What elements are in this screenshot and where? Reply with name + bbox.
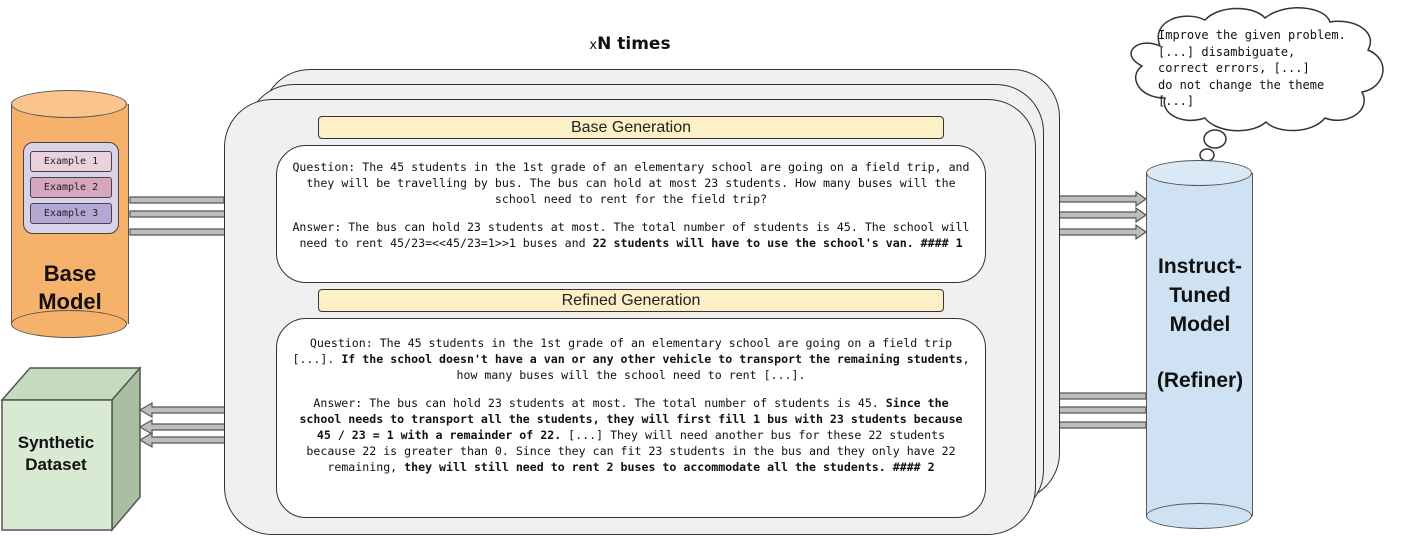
- base-model-label-line2: Model: [38, 289, 102, 314]
- prompt-line-4: do not change the theme: [1158, 77, 1325, 92]
- base-model-top: [11, 90, 127, 118]
- refined-question-plain-1: Question: The 45 students in the 1st grade of an elementary school are going on a field trip [...].: [292, 336, 953, 366]
- base-generation-box: [276, 145, 986, 283]
- refiner-label-line3: Model: [1169, 313, 1231, 336]
- refined-answer-plain-2: [...] They will need another bus for these 22 students because 22 is greater than 0. Since they can fit 23 students in the bus and they only have 22 remaining,: [306, 428, 956, 474]
- refiner-label-line2: Tuned: [1169, 284, 1231, 307]
- refiner-body: [1146, 173, 1253, 516]
- refiner-label-line1: Instruct-: [1158, 255, 1242, 278]
- title-main: N times: [597, 34, 671, 54]
- base-model-label: [11, 260, 129, 316]
- example-1: Example 1: [30, 151, 112, 172]
- refined-question-bold: If the school doesn't have a van or any other vehicle to transport the remaining students: [341, 352, 963, 366]
- prompt-line-1: Improve the given problem.: [1158, 28, 1346, 42]
- base-answer-bold: 22 students will have to use the school's van. #### 1: [592, 236, 963, 250]
- example-3: Example 3: [30, 203, 112, 224]
- refiner-label: [1146, 252, 1254, 339]
- refiner-role: (Refiner): [1156, 369, 1244, 392]
- refined-question: [291, 335, 971, 383]
- refined-answer-bold-2: they will still need to rent 2 buses to accommodate all the students. #### 2: [404, 460, 935, 474]
- refiner-top: [1146, 160, 1252, 186]
- example-2: Example 2: [30, 177, 112, 198]
- few-shot-examples-panel: [23, 142, 119, 234]
- base-question: Question: The 45 students in the 1st grade of an elementary school are going on a field trip, and they will be travelling by bus. The bus can hold at most 23 students. How many buses will the school need to rent for the field trip?: [292, 160, 970, 206]
- refined-answer-bold-1: Since the school needs to transport all the students, they will first fill 1 bus with 23 students because 45 / 23 = 1 with a remainder of 22.: [299, 396, 963, 442]
- refiner-prompt-text: [1158, 27, 1378, 110]
- prompt-line-2: [...] disambiguate,: [1158, 44, 1296, 59]
- base-model-cylinder: [11, 90, 129, 338]
- refined-generation-header: Refined Generation: [318, 289, 944, 312]
- synthetic-dataset-label: [6, 432, 106, 476]
- dataset-label-line1: Synthetic: [17, 433, 95, 452]
- prompt-line-3: correct errors, [...]: [1158, 61, 1310, 75]
- refined-answer: [291, 395, 971, 475]
- base-answer-plain: Answer: The bus can hold 23 students at most. The total number of students is 45. The school will need to rent 45/23=<<45/23=1>>1 buses and: [292, 220, 970, 250]
- title-prefix: x: [589, 38, 598, 53]
- dataset-label-line2: Dataset: [25, 455, 87, 474]
- refined-question-plain-2: , how many buses will the school need to rent [...].: [456, 352, 970, 382]
- iteration-title: [560, 34, 700, 54]
- refiner-cylinder: [1146, 160, 1254, 530]
- base-answer: [291, 219, 971, 251]
- base-model-label-line1: Base: [43, 261, 97, 286]
- refined-generation-box: [276, 318, 986, 518]
- prompt-line-5: [...]: [1158, 94, 1195, 108]
- base-generation-header: Base Generation: [318, 116, 944, 139]
- refined-answer-plain-1: Answer: The bus can hold 23 students at most. The total number of students is 45.: [313, 396, 886, 410]
- refiner-bottom: [1146, 503, 1252, 529]
